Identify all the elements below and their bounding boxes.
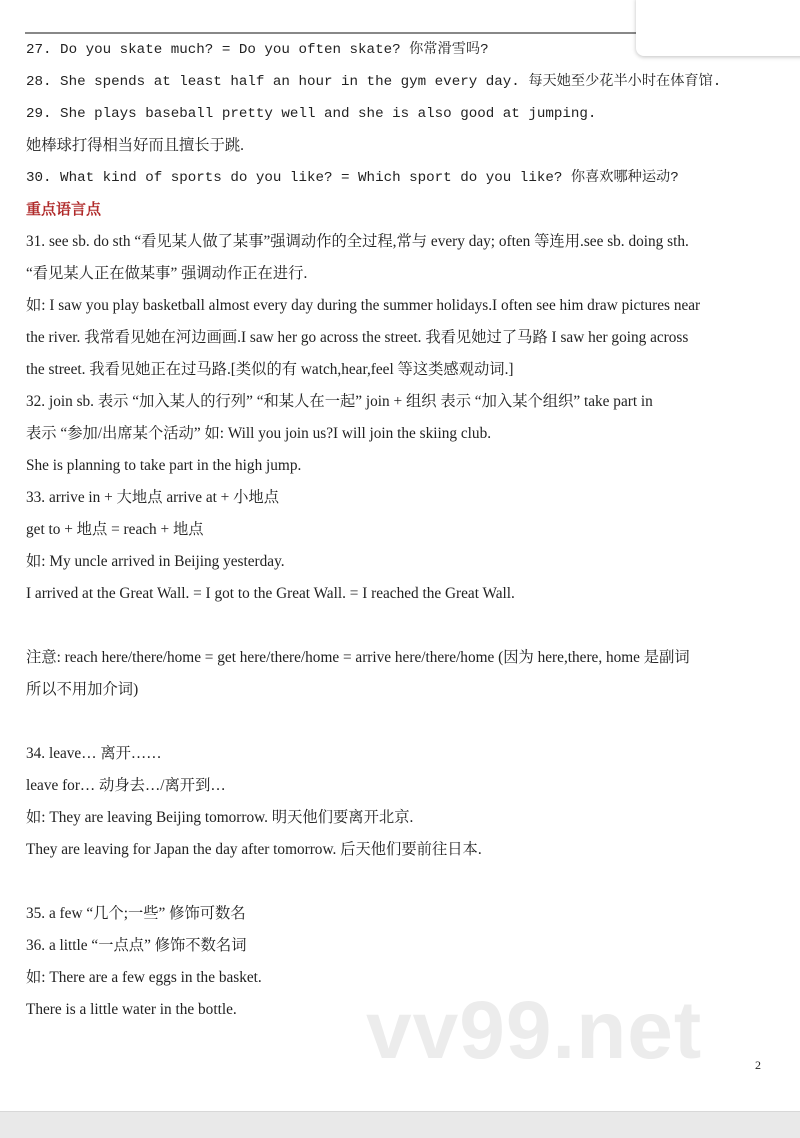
point-31: 31. see sb. do sth “看见某人做了某事”强调动作的全过程,常与 every day; often 等连用.see sb. doing sth.: [26, 233, 689, 250]
sentence-28: 28. She spends at least half an hour in the gym every day. 每天她至少花半小时在体育馆.: [26, 74, 722, 90]
point-31-example: the street. 我看见她正在过马路.[类似的有 watch,hear,feel 等这类感观动词.]: [26, 361, 514, 378]
section-heading: 重点语言点: [26, 202, 102, 218]
point-32-line: 表示 “参加/出席某个活动” 如: Will you join us?I will join the skiing club.: [26, 425, 492, 442]
point-31-line: “看见某人正在做某事” 强调动作正在进行.: [26, 265, 308, 282]
point-34-example: 如: They are leaving Beijing tomorrow. 明天他们要离开北京.: [26, 809, 414, 826]
sentence-29: 29. She plays baseball pretty well and she is also good at jumping.: [26, 106, 597, 122]
point-36-example: There is a little water in the bottle.: [26, 1001, 237, 1018]
point-33-line: get to + 地点 = reach + 地点: [26, 521, 204, 538]
overlay-panel: [636, 0, 800, 56]
point-34-line: leave for… 动身去…/离开到…: [26, 777, 226, 794]
point-34: 34. leave… 离开……: [26, 745, 162, 762]
note: 注意: reach here/there/home = get here/there/home = arrive here/there/home (因为 here,there, home 是副词: [26, 649, 690, 666]
sentence-30: 30. What kind of sports do you like? = Which sport do you like? 你喜欢哪种运动?: [26, 170, 679, 186]
point-33-example: 如: My uncle arrived in Beijing yesterday.: [26, 553, 285, 570]
point-32-example: She is planning to take part in the high jump.: [26, 457, 302, 474]
point-36-example: 如: There are a few eggs in the basket.: [26, 969, 262, 986]
sentence-27: 27. Do you skate much? = Do you often skate? 你常滑雪吗?: [26, 42, 489, 58]
sentence-29-translation: 她棒球打得相当好而且擅长于跳.: [26, 137, 244, 154]
point-34-example: They are leaving for Japan the day after tomorrow. 后天他们要前往日本.: [26, 841, 482, 858]
point-31-example: the river. 我常看见她在河边画画.I saw her go across the street. 我看见她过了马路 I saw her going across: [26, 329, 689, 346]
point-31-example: 如: I saw you play basketball almost every day during the summer holidays.I often see him draw pictures near: [26, 297, 701, 314]
point-33-example: I arrived at the Great Wall. = I got to the Great Wall. = I reached the Great Wall.: [26, 585, 515, 602]
note-line: 所以不用加介词): [26, 681, 139, 698]
page-number: 2: [755, 1058, 761, 1072]
bottom-bar: [0, 1111, 800, 1138]
point-32: 32. join sb. 表示 “加入某人的行列” “和某人在一起” join + 组织 表示 “加入某个组织” take part in: [26, 393, 653, 410]
point-36: 36. a little “一点点” 修饰不数名词: [26, 937, 247, 954]
point-35: 35. a few “几个;一些” 修饰可数名: [26, 905, 246, 922]
header-rule: [25, 32, 637, 34]
watermark: vv99.net: [366, 985, 703, 1076]
point-33: 33. arrive in + 大地点 arrive at + 小地点: [26, 489, 280, 506]
